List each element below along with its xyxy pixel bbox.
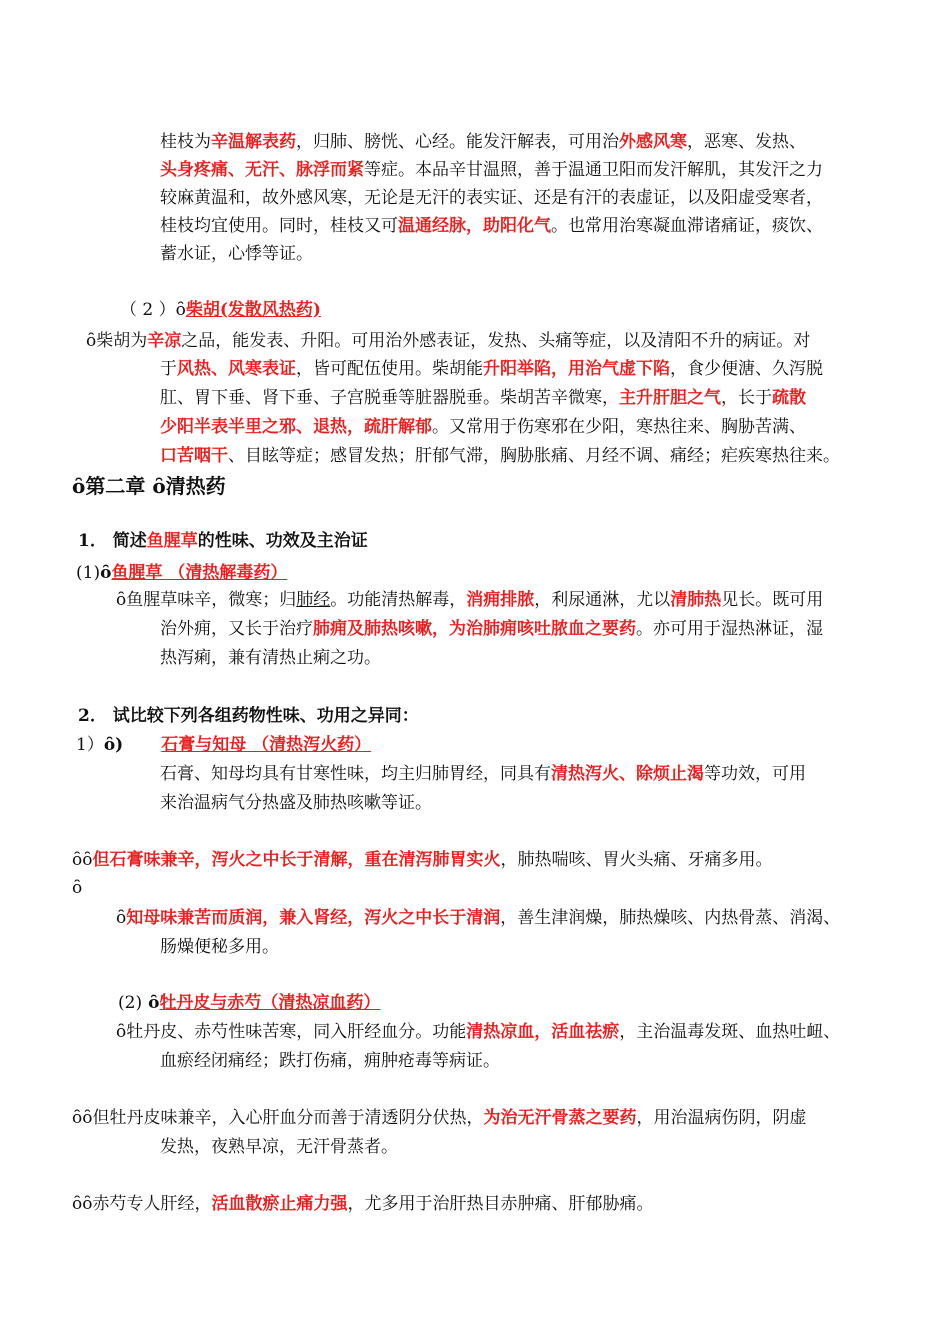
text: ，归肺、膀恍、心经。能发汗解表，可用治: [296, 132, 619, 152]
text: 2． 试比较下列各组药物性味、功用之异同：: [78, 706, 419, 726]
yuxingcao-line-2: [160, 617, 823, 641]
highlight: 温通经脉，助阳化气: [398, 216, 551, 236]
text: ，皆可配伍使用。柴胡能: [296, 359, 483, 379]
text: (1): [76, 563, 101, 583]
text: 肛、胃下垂、肾下垂、子宫脱垂等脏器脱垂。柴胡苦辛微寒，: [160, 388, 619, 408]
text: ，食少便溏、久泻脱: [670, 359, 823, 379]
heading-yuxingcao: [76, 561, 287, 585]
text: 。又常用于伤寒邪在少阳，寒热往来、胸胁苦满、: [432, 417, 806, 437]
guizhi-line-3: [160, 186, 823, 210]
guizhi-line-5: [160, 242, 313, 266]
bullet-mark: ȏ: [148, 993, 160, 1013]
text: 来治温病气分热盛及肺热咳嗽等证。: [160, 793, 432, 813]
text: 血瘀经闭痛经；跌打伤痛，痈肿疮毒等病证。: [160, 1051, 500, 1071]
text: ，主治温毒发斑、血热吐衄、: [619, 1022, 841, 1042]
text: 较麻黄温和，故外感风寒，无论是无汗的表实证、还是有汗的表虚证，以及阳虚受寒者，: [160, 188, 823, 208]
shigao-line-2: [160, 791, 432, 815]
text: 蓄水证，心悸等证。: [160, 244, 313, 264]
text: 等功效，可用: [704, 764, 806, 784]
chaihu-line-3: [160, 386, 806, 410]
text: ȏ柴胡为: [86, 331, 148, 351]
text: ȏ第二章: [72, 474, 153, 498]
text: ȏȏ但牡丹皮味兼辛，入心肝血分而善于清透阴分伏热，: [72, 1108, 484, 1128]
guizhi-line-1: [160, 130, 806, 154]
highlight-heading: 石膏与知母 （清热泻火药）: [161, 735, 372, 755]
text: 的性味、功效及主治证: [197, 531, 368, 551]
heading-chaihu: [120, 298, 321, 322]
highlight: 少阳半表半里之邪、退热，疏肝解郁: [160, 417, 432, 437]
text: 。功能清热解毒，: [330, 590, 467, 610]
text: 治外痈，又长于治疗: [160, 619, 313, 639]
bullet-mark: ȏ): [103, 735, 124, 755]
text: ȏ: [72, 878, 83, 898]
question-1: [78, 529, 368, 553]
highlight: 清热泻火、除烦止渴: [551, 764, 704, 784]
highlight: 风热、风寒表证: [177, 359, 296, 379]
chapter-heading: [72, 472, 226, 500]
highlight: 头身疼痛、无汗、脉浮而紧: [160, 160, 364, 180]
mudanpi-line-2: [160, 1049, 500, 1073]
text: ，尤多用于治肝热目赤肿痛、肝郁胁痛。: [347, 1194, 654, 1214]
mudanpi-detail-line-2: [160, 1135, 398, 1159]
highlight: 活血散瘀止痛力强: [211, 1194, 348, 1214]
guizhi-line-2: [160, 158, 823, 182]
text: 石膏、知母均具有甘寒性味，均主归肺胃经，同具有: [160, 764, 551, 784]
text: 桂枝均宜使用。同时，桂枝又可: [160, 216, 398, 236]
zhimu-line-1: [116, 906, 840, 930]
mudanpi-line-1: [116, 1020, 840, 1044]
chaihu-line-5: [160, 444, 840, 468]
text: 热泻痢，兼有清热止痢之功。: [160, 648, 381, 668]
guizhi-line-4: [160, 214, 823, 238]
highlight: 口苦咽干: [160, 446, 228, 466]
text: 等症。本品辛甘温照，善于温通卫阳而发汗解肌，其发汗之力: [364, 160, 823, 180]
highlight: 但石膏味兼辛，泻火之中长于清解，重在清泻肺胃实火: [92, 850, 501, 870]
highlight: 主升肝胆之气: [619, 388, 721, 408]
highlight: 清肺热: [670, 590, 722, 610]
text: ȏ牡丹皮、赤芍性味苦寒，同入肝经血分。功能: [116, 1022, 467, 1042]
text: 肠燥便秘多用。: [160, 937, 279, 957]
mudanpi-detail-line-1: [72, 1106, 806, 1130]
highlight: 为治无汗骨蒸之要药: [483, 1108, 637, 1128]
text: 桂枝为: [160, 132, 211, 152]
heading-shigao: [76, 733, 371, 757]
highlight-heading: 柴胡(发散风热药): [185, 300, 321, 320]
text: ，用治温病伤阴，阴虚: [636, 1108, 807, 1128]
text: ȏ: [116, 908, 127, 928]
shigao-line-1: [160, 762, 806, 786]
text: ，恶寒、发热、: [687, 132, 806, 152]
highlight: 消痈排脓: [466, 590, 535, 610]
text: 、目眩等症；感冒发热；肝郁气滞，胸胁胀痛、月经不调、痛经；疟疾寒热往来。: [228, 446, 840, 466]
shigao-detail-line: [72, 848, 772, 872]
text: (2): [118, 993, 143, 1013]
bullet-mark: ȏ: [175, 300, 186, 320]
highlight: 清热凉血，活血祛瘀: [466, 1022, 620, 1042]
question-2: [78, 704, 419, 728]
highlight-heading: 鱼腥草 （清热解毒药）: [111, 563, 288, 583]
text: 发热，夜熟早凉，无汗骨蒸者。: [160, 1137, 398, 1157]
chishao-line: [72, 1192, 653, 1216]
text: ，肺热喘咳、胃火头痛、牙痛多用。: [500, 850, 773, 870]
chaihu-line-1: [86, 329, 810, 353]
highlight: 外感风寒: [619, 132, 687, 152]
text: ，利尿通淋，尤以: [534, 590, 671, 610]
highlight: 升阳举陷，用治气虚下陷: [483, 359, 670, 379]
text: 肺经: [296, 590, 331, 610]
text: ，善生津润燥，肺热燥咳、内热骨蒸、消渴、: [500, 908, 841, 928]
chaihu-line-2: [160, 357, 823, 381]
chaihu-line-4: [160, 415, 806, 439]
text: ȏ鱼腥草味辛，微寒；归: [116, 590, 297, 610]
text: （ 2 ）: [120, 300, 176, 320]
text: ȏ清热药: [152, 474, 226, 498]
text: ，长于: [721, 388, 772, 408]
highlight-heading: 牡丹皮与赤芍（清热凉血药）: [159, 993, 381, 1013]
bullet-mark: ȏ: [100, 563, 112, 583]
zhimu-line-2: [160, 935, 279, 959]
text: 见长。既可用: [721, 590, 824, 610]
highlight: 辛温解表药: [211, 132, 296, 152]
yuxingcao-line-3: [160, 646, 381, 670]
text: 之品，能发表、升阳。可用治外感表证，发热、头痛等症，以及清阳不升的病证。对: [181, 331, 811, 351]
text: 。也常用治寒凝血滞诸痛证，痰饮、: [551, 216, 823, 236]
text: 1． 简述: [78, 531, 147, 551]
highlight: 疏散: [772, 388, 806, 408]
highlight: 肺痈及肺热咳嗽，为治肺痈咳吐脓血之要药: [313, 619, 636, 639]
heading-mudanpi: [118, 991, 380, 1015]
text: ȏȏ: [72, 850, 93, 870]
highlight: 辛凉: [147, 331, 182, 351]
text: 1）: [76, 735, 104, 755]
text: ȏȏ赤芍专人肝经，: [72, 1194, 212, 1214]
yuxingcao-line-1: [116, 588, 823, 612]
text: 于: [160, 359, 177, 379]
stray-mark: [72, 876, 82, 900]
highlight: 鱼腥草: [146, 531, 198, 551]
text: 。亦可用于湿热淋证，湿: [636, 619, 823, 639]
highlight: 知母味兼苦而质润，兼入肾经，泻火之中长于清润: [126, 908, 501, 928]
